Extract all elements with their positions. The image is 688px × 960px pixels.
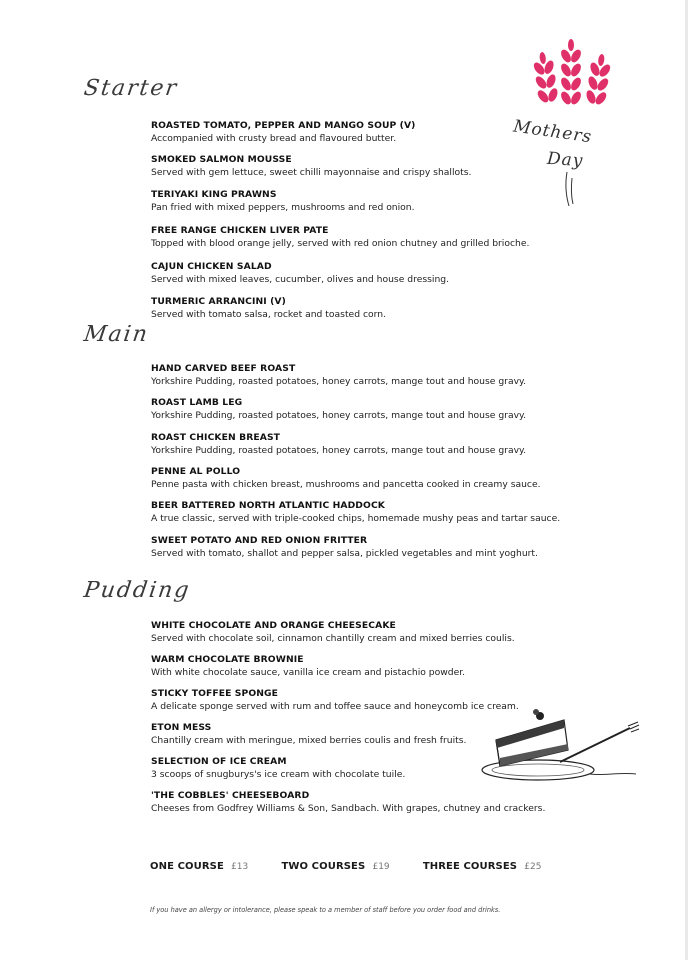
item-name: TERIYAKI KING PRAWNS <box>151 189 277 200</box>
item-name: WHITE CHOCOLATE AND ORANGE CHEESECAKE <box>151 620 396 631</box>
item-description: A true classic, served with triple-cooked chips, homemade mushy peas and tartar sauce. <box>151 513 561 524</box>
item-name: CAJUN CHICKEN SALAD <box>151 261 272 272</box>
menu-item <box>151 261 571 286</box>
price-value: £13 <box>231 862 249 872</box>
price-label: TWO COURSES <box>281 861 366 872</box>
item-name: PENNE AL POLLO <box>151 466 241 477</box>
menu-item <box>151 654 571 679</box>
item-description: Served with tomato salsa, rocket and toasted corn. <box>151 309 386 320</box>
price-option <box>150 861 248 872</box>
menu-item <box>151 432 571 457</box>
cheesecake-icon <box>480 700 640 782</box>
price-option <box>281 861 389 872</box>
item-description: Served with gem lettuce, sweet chilli mayonnaise and crispy shallots. <box>151 167 472 178</box>
item-description: A delicate sponge served with rum and toffee sauce and honeycomb ice cream. <box>151 701 519 712</box>
item-name: ROAST CHICKEN BREAST <box>151 432 281 443</box>
price-option <box>423 861 542 872</box>
item-name: SELECTION OF ICE CREAM <box>151 756 287 767</box>
menu-item <box>151 620 571 645</box>
item-description: With white chocolate sauce, vanilla ice cream and pistachio powder. <box>151 667 466 678</box>
logo-text-line2: Day <box>546 148 585 172</box>
item-description: Pan fried with mixed peppers, mushrooms and red onion. <box>151 202 415 213</box>
item-description: Served with mixed leaves, cucumber, olives and house dressing. <box>151 274 450 285</box>
item-description: Topped with blood orange jelly, served with red onion chutney and grilled brioche. <box>151 238 530 249</box>
item-description: Penne pasta with chicken breast, mushrooms and pancetta cooked in creamy sauce. <box>151 479 541 490</box>
logo-text-line1: Mothers <box>511 116 594 148</box>
item-description: 3 scoops of snugburys's ice cream with chocolate tuile. <box>151 769 406 780</box>
item-description: Chantilly cream with meringue, mixed berries coulis and fresh fruits. <box>151 735 467 746</box>
cheesecake-illustration <box>480 700 640 782</box>
price-label: ONE COURSE <box>150 861 224 872</box>
item-name: ROAST LAMB LEG <box>151 397 243 408</box>
mothers-day-logo <box>505 38 635 218</box>
pen-stroke-icon <box>561 170 581 210</box>
item-name: ROASTED TOMATO, PEPPER AND MANGO SOUP (V) <box>151 120 416 131</box>
item-name: BEER BATTERED NORTH ATLANTIC HADDOCK <box>151 500 386 511</box>
item-name: 'THE COBBLES' CHEESEBOARD <box>151 790 310 801</box>
menu-item <box>151 466 571 491</box>
item-name: FREE RANGE CHICKEN LIVER PATE <box>151 225 329 236</box>
item-name: SWEET POTATO AND RED ONION FRITTER <box>151 535 368 546</box>
item-name: ETON MESS <box>151 722 212 733</box>
item-description: Yorkshire Pudding, roasted potatoes, honey carrots, mange tout and house gravy. <box>151 410 527 421</box>
item-description: Yorkshire Pudding, roasted potatoes, honey carrots, mange tout and house gravy. <box>151 445 527 456</box>
item-description: Yorkshire Pudding, roasted potatoes, honey carrots, mange tout and house gravy. <box>151 376 527 387</box>
item-description: Cheeses from Godfrey Williams & Son, Sandbach. With grapes, chutney and crackers. <box>151 803 546 814</box>
item-name: SMOKED SALMON MOUSSE <box>151 154 292 165</box>
price-value: £25 <box>524 862 542 872</box>
menu-item <box>151 500 571 525</box>
menu-item <box>151 296 571 321</box>
item-name: WARM CHOCOLATE BROWNIE <box>151 654 304 665</box>
section-heading-main: Main <box>82 322 151 347</box>
item-name: TURMERIC ARRANCINI (V) <box>151 296 286 307</box>
menu-item <box>151 790 571 815</box>
item-description: Served with chocolate soil, cinnamon chantilly cream and mixed berries coulis. <box>151 633 515 644</box>
pricing-row <box>150 861 571 872</box>
price-label: THREE COURSES <box>422 861 518 872</box>
allergy-footnote: If you have an allergy or intolerance, please speak to a member of staff before you order food and drinks. <box>150 906 501 914</box>
menu-item <box>151 225 571 250</box>
item-description: Accompanied with crusty bread and flavoured butter. <box>151 133 397 144</box>
price-value: £19 <box>372 862 390 872</box>
section-heading-starter: Starter <box>82 76 180 101</box>
section-heading-pudding: Pudding <box>82 578 193 603</box>
menu-item <box>151 363 571 388</box>
item-name: HAND CARVED BEEF ROAST <box>151 363 296 374</box>
item-name: STICKY TOFFEE SPONGE <box>151 688 279 699</box>
menu-item <box>151 535 571 560</box>
item-description: Served with tomato, shallot and pepper salsa, pickled vegetables and mint yoghurt. <box>151 548 538 559</box>
menu-item <box>151 397 571 422</box>
